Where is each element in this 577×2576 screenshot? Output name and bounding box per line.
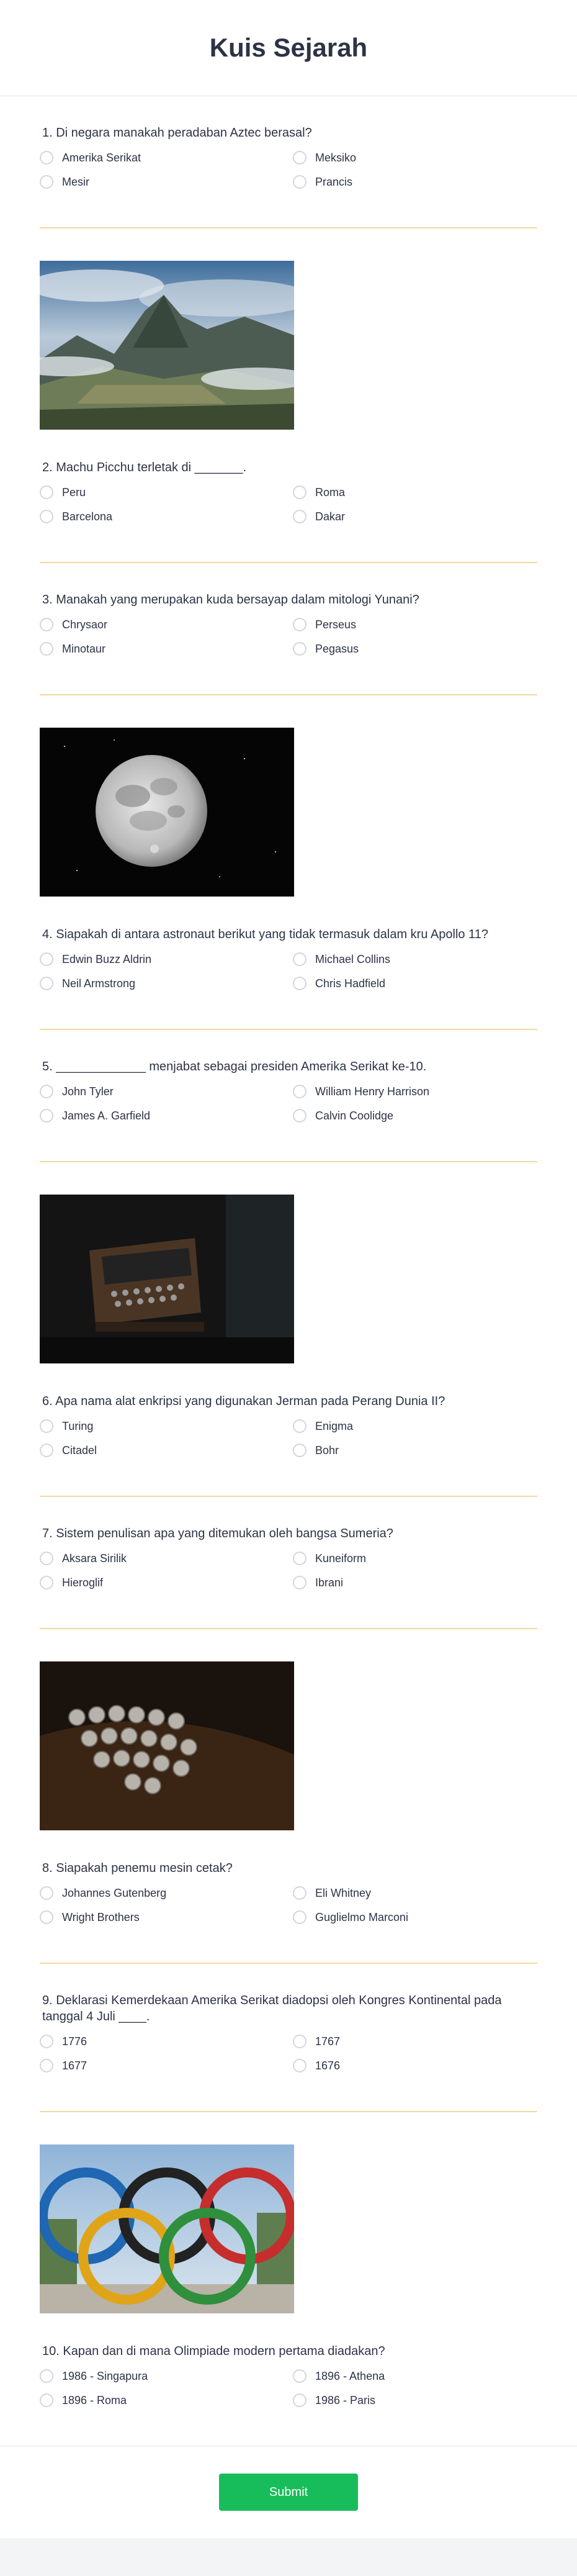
form-footer — [0, 2446, 577, 2538]
answer-option-label: Chrysaor — [62, 618, 108, 631]
answer-option-label: Barcelona — [62, 510, 113, 523]
radio-button[interactable] — [40, 1085, 53, 1098]
answer-option[interactable] — [40, 641, 293, 657]
radio-button[interactable] — [40, 151, 53, 165]
answer-option-label: Kuneiform — [315, 1552, 367, 1565]
answer-option-label: Turing — [62, 1419, 94, 1432]
question-text: 5. _____________ menjabat sebagai presiden Amerika Serikat ke-10. — [42, 1060, 427, 1073]
answer-option[interactable] — [40, 2368, 293, 2384]
answer-option-label: 1986 - Paris — [315, 2393, 376, 2407]
radio-button[interactable] — [40, 1886, 53, 1900]
answer-option-label: Pegasus — [315, 642, 359, 655]
answer-option[interactable] — [40, 484, 293, 500]
radio-button[interactable] — [40, 618, 53, 631]
answer-options — [40, 1550, 537, 1591]
radio-button[interactable] — [293, 1444, 306, 1457]
answer-option[interactable] — [40, 1418, 293, 1434]
answer-option[interactable] — [293, 1885, 537, 1901]
question-6 — [40, 1162, 537, 1497]
answer-option[interactable] — [40, 1909, 293, 1925]
answer-option[interactable] — [293, 150, 537, 166]
answer-option-label: Chris Hadfield — [315, 977, 386, 990]
answer-option-label: Edwin Buzz Aldrin — [62, 952, 152, 965]
question-text: 4. Siapakah di antara astronaut berikut yang tidak termasuk dalam kru Apollo 11? — [42, 928, 488, 941]
radio-button[interactable] — [293, 486, 306, 499]
typewriter-keys-photo — [40, 1661, 294, 1830]
answer-option[interactable] — [293, 1108, 537, 1124]
question-text: 7. Sistem penulisan apa yang ditemukan oleh bangsa Sumeria? — [42, 1527, 393, 1540]
radio-button[interactable] — [293, 2035, 306, 2048]
answer-option[interactable] — [293, 484, 537, 500]
question-text: 9. Deklarasi Kemerdekaan Amerika Serikat diadopsi oleh Kongres Kontinental pada tanggal 4 Juli ____. — [42, 1994, 502, 2023]
answer-option-label: 1776 — [62, 2035, 87, 2048]
answer-option-label: 1896 - Roma — [62, 2393, 127, 2407]
question-3 — [40, 563, 537, 695]
answer-option[interactable] — [40, 1885, 293, 1901]
radio-button[interactable] — [40, 642, 53, 656]
question-text: 2. Machu Picchu terletak di _______. — [42, 461, 247, 474]
question-1 — [40, 96, 537, 228]
answer-option[interactable] — [293, 951, 537, 967]
radio-button[interactable] — [40, 977, 53, 990]
question-2 — [40, 228, 537, 563]
question-text: 8. Siapakah penemu mesin cetak? — [42, 1861, 233, 1875]
answer-option-label: Calvin Coolidge — [315, 1109, 394, 1122]
question-text: 6. Apa nama alat enkripsi yang digunakan Jerman pada Perang Dunia II? — [42, 1394, 445, 1408]
answer-option[interactable] — [40, 1550, 293, 1566]
answer-options — [40, 484, 537, 525]
answer-option-label: Neil Armstrong — [62, 977, 136, 990]
answer-option[interactable] — [293, 174, 537, 190]
question-7 — [40, 1497, 537, 1629]
answer-option-label: Perseus — [315, 618, 357, 631]
answer-option[interactable] — [40, 1442, 293, 1458]
radio-button[interactable] — [40, 1419, 53, 1433]
radio-button[interactable] — [293, 952, 306, 966]
radio-button[interactable] — [40, 486, 53, 499]
radio-button[interactable] — [293, 2369, 306, 2383]
radio-button[interactable] — [293, 977, 306, 990]
answer-option-label: Citadel — [62, 1444, 97, 1457]
answer-options — [40, 1885, 537, 1925]
answer-option-label: Peru — [62, 486, 86, 499]
answer-options — [40, 951, 537, 992]
form-title: Kuis Sejarah — [209, 33, 368, 62]
radio-button[interactable] — [293, 2059, 306, 2072]
answer-option[interactable] — [40, 2058, 293, 2074]
answer-option-label: James A. Garfield — [62, 1109, 151, 1122]
question-9 — [40, 1964, 537, 2112]
answer-option-label: Guglielmo Marconi — [315, 1910, 409, 1923]
answer-options — [40, 1418, 537, 1458]
answer-option[interactable] — [293, 2368, 537, 2384]
answer-option-label: 1986 - Singapura — [62, 2369, 148, 2382]
answer-option-label: Johannes Gutenberg — [62, 1886, 167, 1899]
answer-option[interactable] — [293, 617, 537, 633]
radio-button[interactable] — [293, 1886, 306, 1900]
answer-option-label: Meksiko — [315, 151, 357, 164]
answer-option-label: Amerika Serikat — [62, 151, 141, 164]
radio-button[interactable] — [40, 1109, 53, 1123]
answer-option-label: Aksara Sirilik — [62, 1552, 127, 1565]
enigma-machine-photo — [40, 1195, 294, 1363]
answer-options — [40, 150, 537, 190]
answer-option[interactable] — [293, 1909, 537, 1925]
answer-option[interactable] — [40, 617, 293, 633]
answer-option-label: 1896 - Athena — [315, 2369, 385, 2382]
question-10 — [40, 2112, 537, 2408]
answer-option[interactable] — [40, 951, 293, 967]
answer-option[interactable] — [40, 1108, 293, 1124]
answer-option[interactable] — [293, 2033, 537, 2050]
answer-option-label: Roma — [315, 486, 346, 499]
olympic-rings-photo — [40, 2144, 294, 2313]
answer-options — [40, 2033, 537, 2074]
radio-button[interactable] — [293, 642, 306, 656]
radio-button[interactable] — [293, 510, 306, 523]
question-text: 10. Kapan dan di mana Olimpiade modern pertama diadakan? — [42, 2344, 385, 2358]
radio-button[interactable] — [40, 952, 53, 966]
answer-option[interactable] — [40, 1575, 293, 1591]
radio-button[interactable] — [40, 175, 53, 189]
radio-button[interactable] — [293, 1576, 306, 1589]
radio-button[interactable] — [40, 510, 53, 523]
answer-options — [40, 617, 537, 657]
radio-button[interactable] — [293, 1109, 306, 1123]
radio-button[interactable] — [293, 1552, 306, 1565]
question-4 — [40, 695, 537, 1030]
submit-button[interactable]: Submit — [219, 2474, 358, 2511]
answer-options — [40, 2368, 537, 2408]
answer-option[interactable] — [40, 975, 293, 992]
answer-option[interactable] — [293, 508, 537, 525]
answer-option-label: Dakar — [315, 510, 346, 523]
answer-option-label: Minotaur — [62, 642, 106, 655]
answer-option-label: Eli Whitney — [315, 1886, 372, 1899]
answer-option[interactable] — [40, 1083, 293, 1100]
radio-button[interactable] — [293, 151, 306, 165]
answer-option[interactable] — [293, 2058, 537, 2074]
answer-options — [40, 1083, 537, 1124]
radio-button[interactable] — [40, 1910, 53, 1924]
radio-button[interactable] — [293, 175, 306, 189]
answer-option-label: John Tyler — [62, 1085, 114, 1098]
answer-option-label: Hieroglif — [62, 1576, 104, 1589]
answer-option-label: William Henry Harrison — [315, 1085, 430, 1098]
answer-option-label: Prancis — [315, 175, 353, 188]
answer-option[interactable] — [293, 1575, 537, 1591]
radio-button[interactable] — [40, 2393, 53, 2407]
answer-option-label: Mesir — [62, 175, 89, 188]
questions-list — [0, 96, 577, 2408]
answer-option[interactable] — [293, 2392, 537, 2408]
answer-option[interactable] — [40, 508, 293, 525]
answer-option[interactable] — [293, 1550, 537, 1566]
question-text: 3. Manakah yang merupakan kuda bersayap dalam mitologi Yunani? — [42, 593, 419, 607]
answer-option[interactable] — [293, 1418, 537, 1434]
answer-option-label: Wright Brothers — [62, 1910, 140, 1923]
radio-button[interactable] — [293, 2393, 306, 2407]
question-text: 1. Di negara manakah peradaban Aztec berasal? — [42, 126, 312, 140]
answer-option[interactable] — [40, 150, 293, 166]
radio-button[interactable] — [40, 2035, 53, 2048]
radio-button[interactable] — [293, 618, 306, 631]
radio-button[interactable] — [40, 1444, 53, 1457]
answer-option-label: Ibrani — [315, 1576, 344, 1589]
answer-option-label: 1677 — [62, 2059, 87, 2072]
answer-option-label: 1676 — [315, 2059, 341, 2072]
answer-option[interactable] — [40, 2033, 293, 2050]
radio-button[interactable] — [293, 1419, 306, 1433]
radio-button[interactable] — [293, 1085, 306, 1098]
radio-button[interactable] — [40, 2369, 53, 2383]
answer-option[interactable] — [293, 641, 537, 657]
radio-button[interactable] — [40, 1576, 53, 1589]
answer-option-label: Bohr — [315, 1444, 339, 1457]
radio-button[interactable] — [293, 1910, 306, 1924]
answer-option-label: 1767 — [315, 2035, 341, 2048]
answer-option-label: Michael Collins — [315, 952, 391, 965]
form-header — [0, 0, 577, 96]
radio-button[interactable] — [40, 1552, 53, 1565]
question-5 — [40, 1030, 537, 1162]
moon-photo — [40, 728, 294, 897]
answer-option[interactable] — [293, 1442, 537, 1458]
question-8 — [40, 1629, 537, 1964]
answer-option[interactable] — [40, 2392, 293, 2408]
machu-picchu-photo — [40, 261, 294, 430]
answer-option[interactable] — [293, 1083, 537, 1100]
answer-option[interactable] — [40, 174, 293, 190]
answer-option-label: Enigma — [315, 1419, 354, 1432]
answer-option[interactable] — [293, 975, 537, 992]
radio-button[interactable] — [40, 2059, 53, 2072]
